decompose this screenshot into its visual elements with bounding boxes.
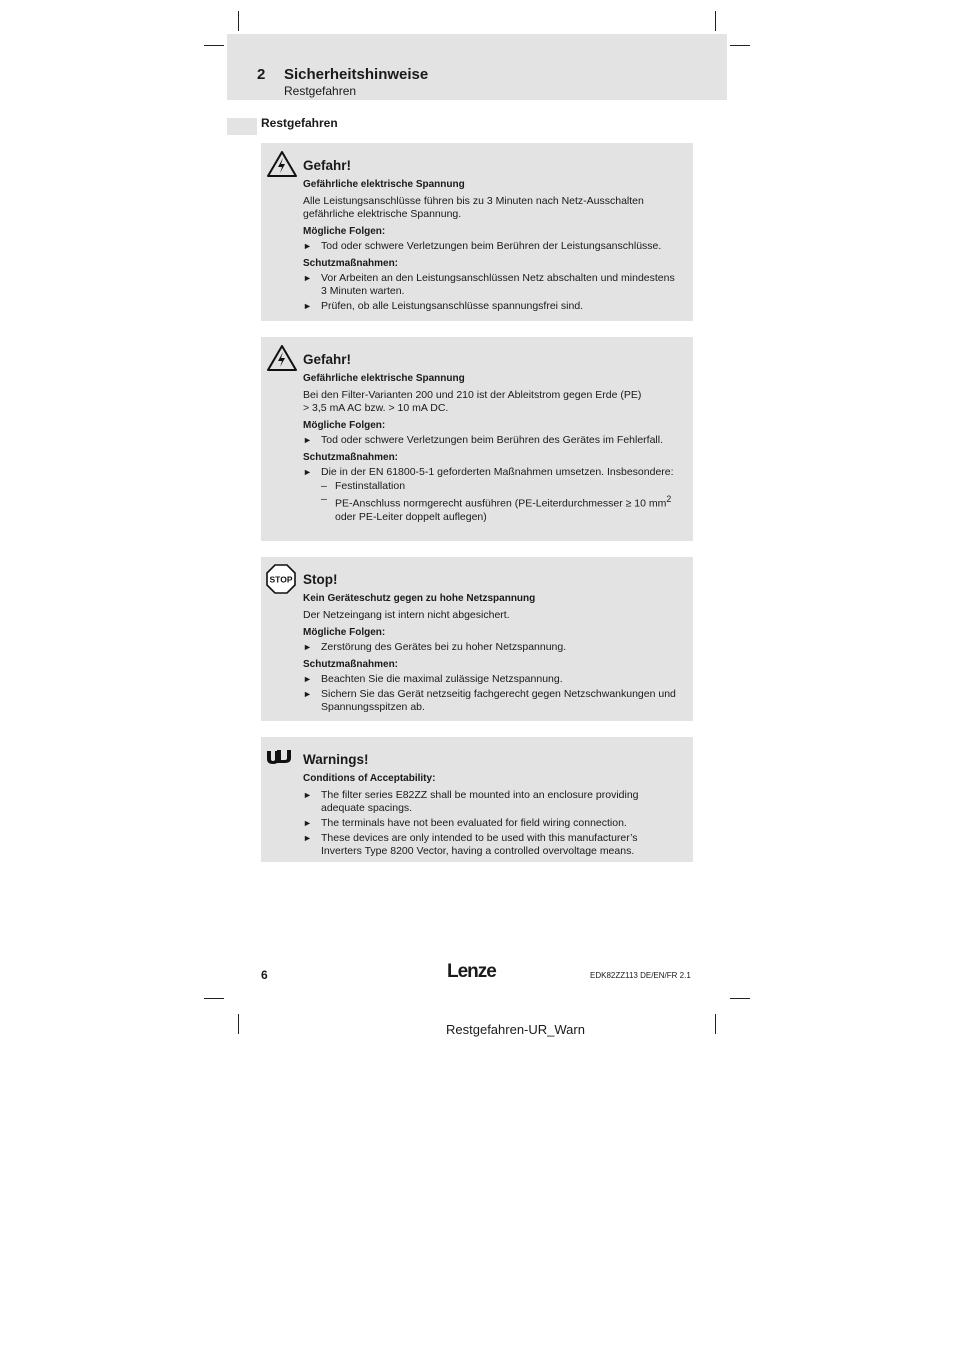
section-marker [227, 118, 257, 135]
list-item: ► These devices are only intended to be used with this manufacturer’s Inverters Type 8200 Vector, having a controlled overvoltage means. [303, 832, 638, 857]
notice-title: Warnings! [303, 752, 369, 767]
bullet-arrow-icon: ► [303, 642, 312, 652]
chapter-title: Sicherheitshinweise [284, 66, 429, 83]
notice-title: Gefahr! [303, 352, 352, 367]
notice-text: Der Netzeingang ist intern nicht abgesichert. [303, 609, 510, 621]
chapter-header [227, 34, 727, 100]
page-number: 6 [261, 968, 268, 982]
measures-label: Schutzmaßnahmen: [303, 258, 399, 269]
measures-label: Schutzmaßnahmen: [303, 452, 399, 463]
bullet-arrow-icon: ► [303, 833, 312, 843]
sub-list-item: – PE-Anschluss normgerecht ausführen (PE-Leiterdurchmesser ≥ 10 $mm^2$ oder PE-Leiter doppelt auflegen) [321, 493, 672, 523]
crop-mark [730, 998, 750, 999]
danger-notice-box [261, 143, 693, 321]
notice-text: Alle Leistungsanschlüsse führen bis zu 3 Minuten nach Netz-Ausschalten gefährliche elektrische Spannung. [303, 195, 644, 220]
list-item: ► Beachten Sie die maximal zulässige Netzspannung. [303, 673, 563, 685]
notice-title: Gefahr! [303, 158, 352, 173]
crop-mark [715, 11, 716, 31]
sub-list-item: – Festinstallation [321, 480, 406, 492]
chapter-subtitle: Restgefahren [284, 84, 357, 98]
consequences-label: Mögliche Folgen: [303, 627, 386, 638]
stop-notice-box [261, 557, 693, 721]
list-item: ► Die in der EN 61800-5-1 geforderten Maßnahmen umsetzen. Insbesondere: – Festinstallation – PE-Anschluss normgerecht ausführen (PE-Leiterdurchmesser ≥ 10 $mm^2$ oder PE-Leiter doppelt auflegen) [303, 466, 681, 524]
notice-text: Bei den Filter-Varianten 200 und 210 ist der Ableitstrom gegen Erde (PE) > 3,5 mA AC bzw. > 10 mA DC. [303, 389, 642, 414]
ul-warning-box [261, 737, 693, 862]
crop-mark [238, 1014, 239, 1034]
list-item: ► Zerstörung des Gerätes bei zu hoher Netzspannung. [303, 641, 567, 653]
list-item: ► The filter series E82ZZ shall be mounted into an enclosure providing adequate spacings. [303, 789, 639, 814]
bullet-arrow-icon: ► [303, 301, 312, 311]
svg-text:STOP: STOP [269, 574, 293, 585]
list-item: ► Sichern Sie das Gerät netzseitig fachgerecht gegen Netzschwankungen und Spannungsspitzen ab. [303, 688, 676, 713]
danger-notice-box [261, 337, 693, 541]
section-heading: Restgefahren [261, 116, 338, 130]
crop-mark [204, 998, 224, 999]
list-item: ► Vor Arbeiten an den Leistungsanschlüssen Netz abschalten und mindestens 3 Minuten warten. [303, 272, 675, 297]
measures-label: Schutzmaßnahmen: [303, 659, 399, 670]
notice-subtitle: Conditions of Acceptability: [303, 773, 436, 784]
lenze-logo: Lenze [447, 961, 496, 982]
list-item: ► Tod oder schwere Verletzungen beim Berühren des Gerätes im Fehlerfall. [303, 434, 664, 446]
ul-recognized-icon [266, 749, 292, 769]
notice-subtitle: Gefährliche elektrische Spannung [303, 373, 465, 384]
bullet-arrow-icon: ► [303, 818, 312, 828]
document-code: EDK82ZZ113 DE/EN/FR 2.1 [590, 971, 691, 980]
consequences-label: Mögliche Folgen: [303, 226, 386, 237]
crop-mark [238, 11, 239, 31]
consequences-label: Mögliche Folgen: [303, 420, 386, 431]
crop-mark [204, 45, 224, 46]
stop-sign-icon [266, 564, 296, 598]
bullet-arrow-icon: ► [303, 241, 312, 251]
notice-subtitle: Gefährliche elektrische Spannung [303, 179, 465, 190]
list-item: ► Prüfen, ob alle Leistungsanschlüsse spannungsfrei sind. [303, 300, 584, 312]
bullet-arrow-icon: ► [303, 674, 312, 684]
page-caption: Restgefahren-UR_Warn [446, 1022, 585, 1037]
crop-mark [730, 45, 750, 46]
bullet-arrow-icon: ► [303, 790, 312, 800]
high-voltage-warning-icon [266, 344, 298, 376]
high-voltage-warning-icon [266, 150, 298, 182]
crop-mark [715, 1014, 716, 1034]
list-item: ► Tod oder schwere Verletzungen beim Berühren der Leistungsanschlüsse. [303, 240, 662, 252]
notice-title: Stop! [303, 572, 338, 587]
notice-subtitle: Kein Geräteschutz gegen zu hohe Netzspannung [303, 593, 536, 604]
list-item: ► The terminals have not been evaluated for field wiring connection. [303, 817, 627, 829]
bullet-arrow-icon: ► [303, 689, 312, 699]
bullet-arrow-icon: ► [303, 467, 312, 477]
bullet-arrow-icon: ► [303, 273, 312, 283]
bullet-arrow-icon: ► [303, 435, 312, 445]
chapter-number: 2 [257, 66, 266, 83]
